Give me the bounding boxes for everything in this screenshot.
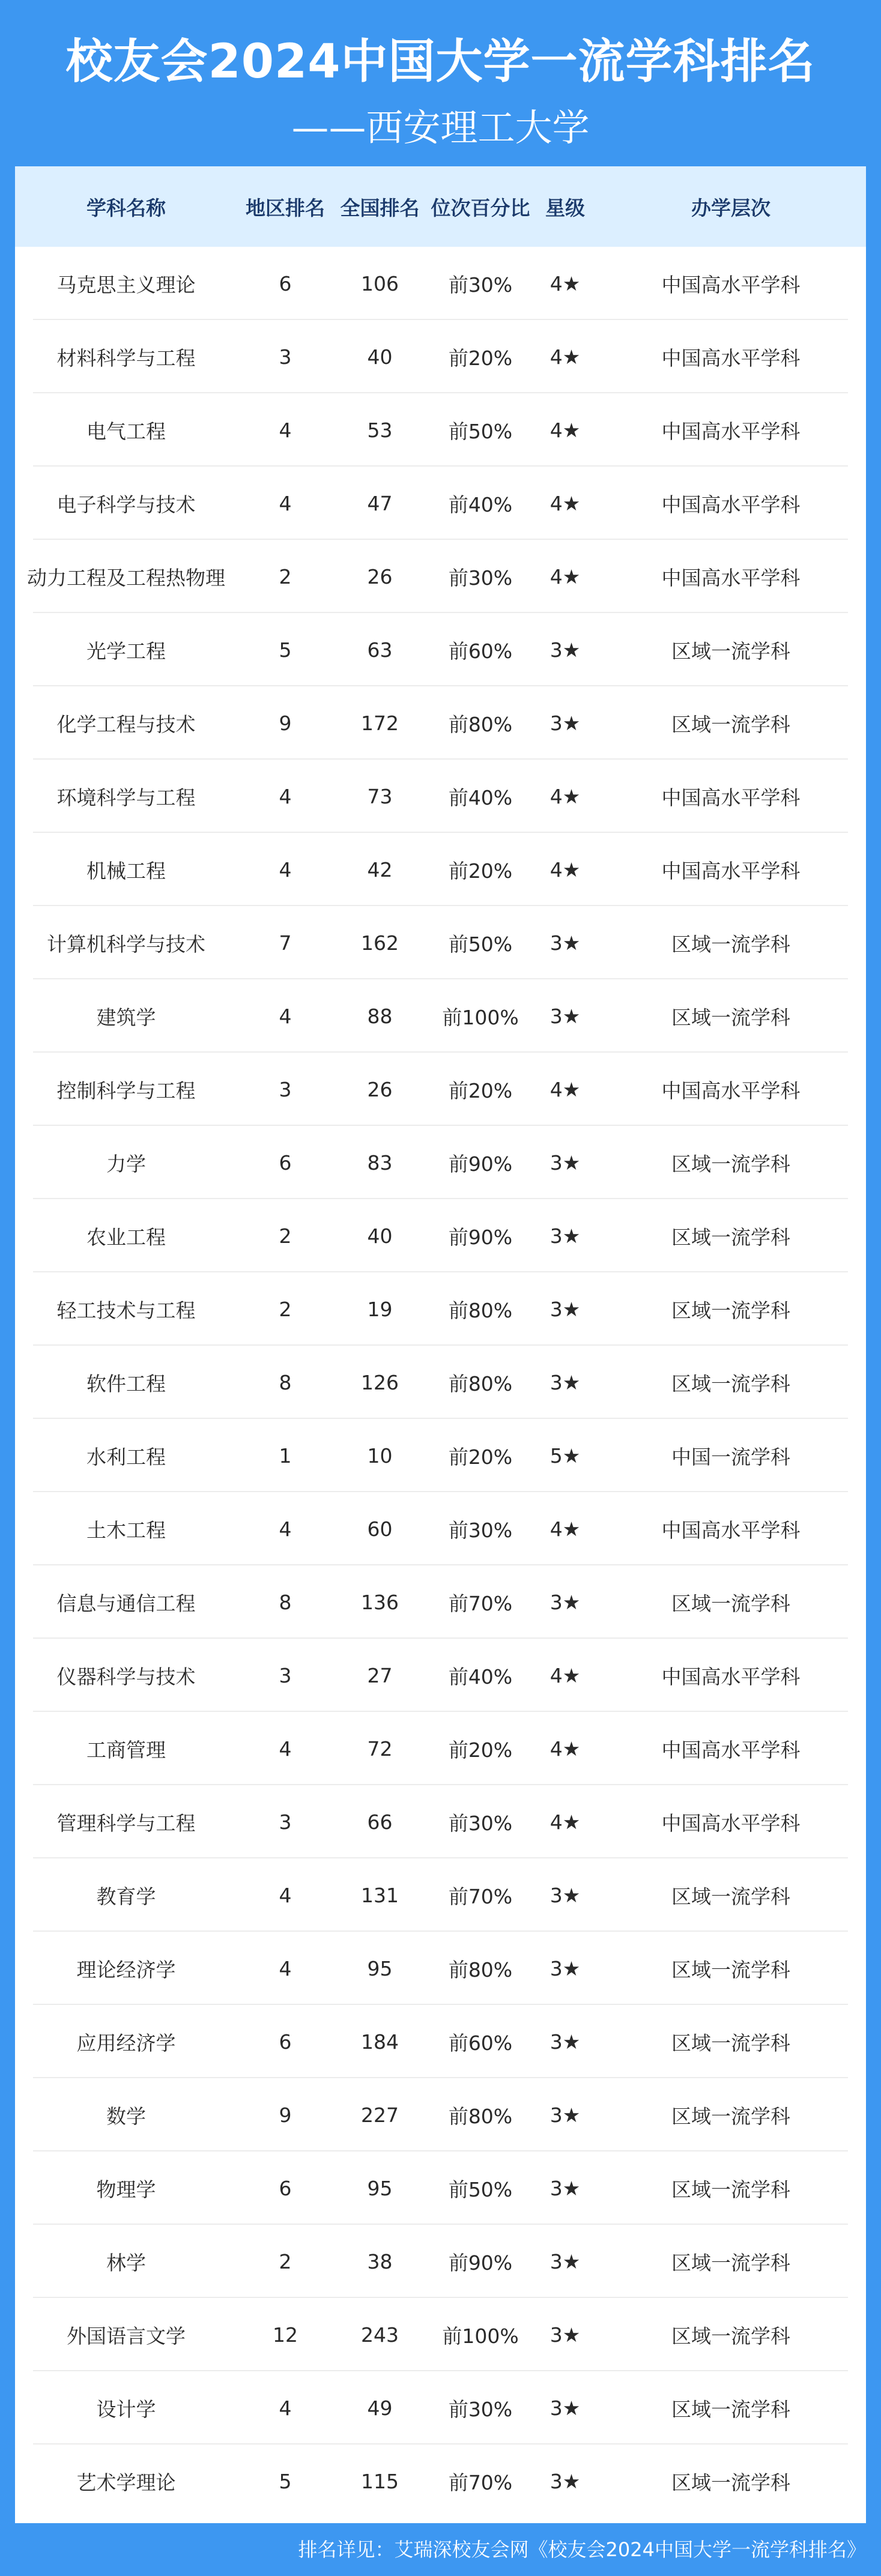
level-cell: 中国高水平学科 bbox=[661, 346, 801, 370]
stars-cell: 5★ bbox=[549, 1444, 581, 1468]
page-subtitle: ——西安理工大学 bbox=[291, 106, 590, 150]
stars-cell: 4★ bbox=[549, 1737, 581, 1761]
subject-cell: 应用经济学 bbox=[76, 2031, 176, 2055]
level-cell: 区域一流学科 bbox=[671, 2251, 790, 2275]
regional-rank-cell: 12 bbox=[273, 2323, 298, 2347]
stars-cell: 3★ bbox=[549, 2249, 581, 2273]
table-row bbox=[15, 1419, 866, 1492]
stars-cell: 4★ bbox=[549, 784, 581, 808]
percentile-cell: 前50% bbox=[448, 2177, 513, 2201]
percentile-cell: 前30% bbox=[448, 1811, 513, 1835]
subject-cell: 动力工程及工程热物理 bbox=[27, 566, 225, 590]
percentile-cell: 前80% bbox=[448, 2104, 513, 2128]
national-rank-cell: 88 bbox=[367, 1004, 393, 1028]
column-header-regional-rank: 地区排名 bbox=[246, 196, 325, 220]
table-row bbox=[15, 1565, 866, 1639]
subject-cell: 电子科学与技术 bbox=[56, 492, 196, 516]
regional-rank-cell: 8 bbox=[279, 1590, 292, 1614]
regional-rank-cell: 3 bbox=[279, 345, 292, 369]
stars-cell: 4★ bbox=[549, 857, 581, 881]
level-cell: 区域一流学科 bbox=[671, 1225, 790, 1249]
subject-cell: 光学工程 bbox=[86, 639, 166, 663]
percentile-cell: 前30% bbox=[448, 1518, 513, 1542]
column-header-percentile: 位次百分比 bbox=[431, 196, 530, 220]
percentile-cell: 前90% bbox=[448, 1152, 513, 1176]
percentile-cell: 前50% bbox=[448, 932, 513, 956]
level-cell: 区域一流学科 bbox=[671, 1371, 790, 1395]
subject-cell: 仪器科学与技术 bbox=[56, 1664, 196, 1689]
regional-rank-cell: 4 bbox=[279, 1737, 292, 1761]
table-row bbox=[15, 2444, 866, 2518]
subject-cell: 农业工程 bbox=[86, 1225, 166, 1249]
stars-cell: 4★ bbox=[549, 564, 581, 588]
percentile-cell: 前80% bbox=[448, 1298, 513, 1322]
stars-cell: 4★ bbox=[549, 418, 581, 442]
percentile-cell: 前80% bbox=[448, 1371, 513, 1395]
national-rank-cell: 106 bbox=[361, 271, 399, 295]
national-rank-cell: 42 bbox=[367, 857, 393, 881]
table-row bbox=[15, 833, 866, 906]
regional-rank-cell: 6 bbox=[279, 1150, 292, 1175]
national-rank-cell: 95 bbox=[367, 2176, 393, 2200]
regional-rank-cell: 3 bbox=[279, 1077, 292, 1101]
subject-cell: 教育学 bbox=[96, 1884, 156, 1908]
level-cell: 区域一流学科 bbox=[671, 712, 790, 736]
percentile-cell: 前70% bbox=[448, 1884, 513, 1908]
national-rank-cell: 47 bbox=[367, 491, 393, 515]
table-row bbox=[15, 1199, 866, 1272]
regional-rank-cell: 3 bbox=[279, 1663, 292, 1687]
table-row bbox=[15, 2005, 866, 2078]
table-row bbox=[15, 1785, 866, 1858]
stars-cell: 4★ bbox=[549, 1810, 581, 1834]
percentile-cell: 前60% bbox=[448, 639, 513, 663]
percentile-cell: 前90% bbox=[448, 1225, 513, 1249]
percentile-cell: 前60% bbox=[448, 2031, 513, 2055]
table-row bbox=[15, 686, 866, 760]
stars-cell: 3★ bbox=[549, 1956, 581, 1980]
level-cell: 中国高水平学科 bbox=[661, 785, 801, 809]
percentile-cell: 前40% bbox=[448, 1664, 513, 1689]
national-rank-cell: 38 bbox=[367, 2249, 393, 2273]
table-row bbox=[15, 467, 866, 540]
table-row bbox=[15, 1272, 866, 1346]
stars-cell: 4★ bbox=[549, 491, 581, 515]
percentile-cell: 前30% bbox=[448, 2397, 513, 2421]
stars-cell: 3★ bbox=[549, 1297, 581, 1321]
percentile-cell: 前20% bbox=[448, 859, 513, 883]
regional-rank-cell: 1 bbox=[279, 1444, 292, 1468]
level-cell: 区域一流学科 bbox=[671, 2397, 790, 2421]
column-header-level: 办学层次 bbox=[691, 196, 770, 220]
national-rank-cell: 136 bbox=[361, 1590, 399, 1614]
subject-cell: 土木工程 bbox=[86, 1518, 166, 1542]
column-header-national-rank: 全国排名 bbox=[340, 196, 420, 220]
regional-rank-cell: 4 bbox=[279, 418, 292, 442]
national-rank-cell: 243 bbox=[361, 2323, 399, 2347]
percentile-cell: 前20% bbox=[448, 346, 513, 370]
percentile-cell: 前80% bbox=[448, 712, 513, 736]
level-cell: 区域一流学科 bbox=[671, 2104, 790, 2128]
national-rank-cell: 19 bbox=[367, 1297, 393, 1321]
percentile-cell: 前40% bbox=[448, 785, 513, 809]
regional-rank-cell: 2 bbox=[279, 1224, 292, 1248]
level-cell: 区域一流学科 bbox=[671, 2031, 790, 2055]
level-cell: 中国高水平学科 bbox=[661, 1078, 801, 1102]
level-cell: 中国高水平学科 bbox=[661, 1811, 801, 1835]
column-header-stars: 星级 bbox=[545, 196, 585, 220]
table-row bbox=[15, 1346, 866, 1419]
stars-cell: 3★ bbox=[549, 1883, 581, 1907]
national-rank-cell: 49 bbox=[367, 2396, 393, 2420]
subject-cell: 林学 bbox=[106, 2251, 146, 2275]
subject-cell: 电气工程 bbox=[86, 419, 166, 443]
subject-cell: 控制科学与工程 bbox=[56, 1078, 196, 1102]
national-rank-cell: 172 bbox=[361, 711, 399, 735]
subject-cell: 环境科学与工程 bbox=[56, 785, 196, 809]
level-cell: 中国高水平学科 bbox=[661, 273, 801, 297]
level-cell: 区域一流学科 bbox=[671, 2177, 790, 2201]
percentile-cell: 前30% bbox=[448, 566, 513, 590]
subject-cell: 艺术学理论 bbox=[76, 2470, 176, 2494]
level-cell: 中国一流学科 bbox=[671, 1445, 790, 1469]
percentile-cell: 前90% bbox=[448, 2251, 513, 2275]
table-row bbox=[15, 1712, 866, 1785]
stars-cell: 3★ bbox=[549, 2030, 581, 2054]
stars-cell: 4★ bbox=[549, 1663, 581, 1687]
stars-cell: 3★ bbox=[549, 2176, 581, 2200]
subject-cell: 数学 bbox=[106, 2104, 146, 2128]
percentile-cell: 前20% bbox=[448, 1445, 513, 1469]
table-row bbox=[15, 1126, 866, 1199]
level-cell: 中国高水平学科 bbox=[661, 1738, 801, 1762]
national-rank-cell: 73 bbox=[367, 784, 393, 808]
subject-cell: 材料科学与工程 bbox=[56, 346, 196, 370]
table-row bbox=[15, 2078, 866, 2151]
regional-rank-cell: 5 bbox=[279, 638, 292, 662]
national-rank-cell: 83 bbox=[367, 1150, 393, 1175]
national-rank-cell: 115 bbox=[361, 2469, 399, 2493]
stars-cell: 4★ bbox=[549, 345, 581, 369]
national-rank-cell: 131 bbox=[361, 1883, 399, 1907]
national-rank-cell: 60 bbox=[367, 1517, 393, 1541]
level-cell: 区域一流学科 bbox=[671, 932, 790, 956]
national-rank-cell: 227 bbox=[361, 2103, 399, 2127]
national-rank-cell: 26 bbox=[367, 1077, 393, 1101]
page-header bbox=[0, 0, 881, 166]
source-note: 排名详见：艾瑞深校友会网《校友会2024中国大学一流学科排名》 bbox=[298, 2538, 866, 2561]
table-row bbox=[15, 1639, 866, 1712]
table-row bbox=[15, 540, 866, 613]
level-cell: 区域一流学科 bbox=[671, 2470, 790, 2494]
subject-cell: 设计学 bbox=[96, 2397, 156, 2421]
national-rank-cell: 40 bbox=[367, 1224, 393, 1248]
regional-rank-cell: 6 bbox=[279, 2030, 292, 2054]
page-title: 校友会2024中国大学一流学科排名 bbox=[65, 35, 816, 89]
table-row bbox=[15, 247, 866, 320]
regional-rank-cell: 7 bbox=[279, 931, 292, 955]
regional-rank-cell: 4 bbox=[279, 2396, 292, 2420]
regional-rank-cell: 8 bbox=[279, 1370, 292, 1394]
national-rank-cell: 40 bbox=[367, 345, 393, 369]
regional-rank-cell: 2 bbox=[279, 2249, 292, 2273]
percentile-cell: 前100% bbox=[442, 2324, 519, 2348]
subject-cell: 马克思主义理论 bbox=[56, 273, 196, 297]
level-cell: 区域一流学科 bbox=[671, 1005, 790, 1029]
subject-cell: 外国语言文学 bbox=[67, 2324, 186, 2348]
regional-rank-cell: 4 bbox=[279, 1004, 292, 1028]
percentile-cell: 前30% bbox=[448, 273, 513, 297]
level-cell: 中国高水平学科 bbox=[661, 566, 801, 590]
subject-cell: 物理学 bbox=[96, 2177, 156, 2201]
percentile-cell: 前50% bbox=[448, 419, 513, 443]
table-row bbox=[15, 760, 866, 833]
table-row bbox=[15, 613, 866, 686]
subject-cell: 理论经济学 bbox=[76, 1958, 176, 1982]
regional-rank-cell: 4 bbox=[279, 1956, 292, 1980]
regional-rank-cell: 4 bbox=[279, 857, 292, 881]
table-row bbox=[15, 393, 866, 467]
regional-rank-cell: 4 bbox=[279, 1517, 292, 1541]
column-header-subject: 学科名称 bbox=[86, 196, 166, 220]
national-rank-cell: 27 bbox=[367, 1663, 393, 1687]
national-rank-cell: 72 bbox=[367, 1737, 393, 1761]
stars-cell: 3★ bbox=[549, 1150, 581, 1175]
table-row bbox=[15, 2151, 866, 2225]
table-row bbox=[15, 906, 866, 979]
regional-rank-cell: 9 bbox=[279, 2103, 292, 2127]
table-row bbox=[15, 2225, 866, 2298]
national-rank-cell: 184 bbox=[361, 2030, 399, 2054]
subject-cell: 计算机科学与技术 bbox=[47, 932, 205, 956]
level-cell: 区域一流学科 bbox=[671, 1591, 790, 1615]
stars-cell: 3★ bbox=[549, 1590, 581, 1614]
subject-cell: 软件工程 bbox=[86, 1371, 166, 1395]
percentile-cell: 前20% bbox=[448, 1078, 513, 1102]
percentile-cell: 前70% bbox=[448, 2470, 513, 2494]
table-row bbox=[15, 1858, 866, 1932]
level-cell: 区域一流学科 bbox=[671, 1298, 790, 1322]
stars-cell: 3★ bbox=[549, 638, 581, 662]
subject-cell: 工商管理 bbox=[86, 1738, 166, 1762]
stars-cell: 4★ bbox=[549, 271, 581, 295]
percentile-cell: 前70% bbox=[448, 1591, 513, 1615]
national-rank-cell: 10 bbox=[367, 1444, 393, 1468]
ranking-table bbox=[15, 166, 866, 2523]
national-rank-cell: 66 bbox=[367, 1810, 393, 1834]
table-row bbox=[15, 2298, 866, 2371]
stars-cell: 3★ bbox=[549, 1004, 581, 1028]
level-cell: 区域一流学科 bbox=[671, 2324, 790, 2348]
subject-cell: 力学 bbox=[106, 1152, 146, 1176]
percentile-cell: 前20% bbox=[448, 1738, 513, 1762]
national-rank-cell: 26 bbox=[367, 564, 393, 588]
subject-cell: 水利工程 bbox=[86, 1445, 166, 1469]
table-row bbox=[15, 1053, 866, 1126]
stars-cell: 4★ bbox=[549, 1517, 581, 1541]
regional-rank-cell: 9 bbox=[279, 711, 292, 735]
stars-cell: 3★ bbox=[549, 1224, 581, 1248]
regional-rank-cell: 2 bbox=[279, 564, 292, 588]
level-cell: 区域一流学科 bbox=[671, 639, 790, 663]
regional-rank-cell: 6 bbox=[279, 271, 292, 295]
level-cell: 区域一流学科 bbox=[671, 1152, 790, 1176]
stars-cell: 3★ bbox=[549, 2469, 581, 2493]
subject-cell: 轻工技术与工程 bbox=[56, 1298, 196, 1322]
percentile-cell: 前40% bbox=[448, 492, 513, 516]
stars-cell: 3★ bbox=[549, 2323, 581, 2347]
level-cell: 区域一流学科 bbox=[671, 1958, 790, 1982]
percentile-cell: 前100% bbox=[442, 1005, 519, 1029]
table-header-row bbox=[15, 166, 866, 247]
stars-cell: 3★ bbox=[549, 711, 581, 735]
percentile-cell: 前80% bbox=[448, 1958, 513, 1982]
level-cell: 中国高水平学科 bbox=[661, 859, 801, 883]
regional-rank-cell: 4 bbox=[279, 1883, 292, 1907]
national-rank-cell: 53 bbox=[367, 418, 393, 442]
regional-rank-cell: 3 bbox=[279, 1810, 292, 1834]
national-rank-cell: 162 bbox=[361, 931, 399, 955]
stars-cell: 3★ bbox=[549, 2103, 581, 2127]
stars-cell: 3★ bbox=[549, 931, 581, 955]
national-rank-cell: 95 bbox=[367, 1956, 393, 1980]
table-row bbox=[15, 1492, 866, 1565]
regional-rank-cell: 5 bbox=[279, 2469, 292, 2493]
national-rank-cell: 63 bbox=[367, 638, 393, 662]
table-row bbox=[15, 320, 866, 393]
subject-cell: 化学工程与技术 bbox=[56, 712, 196, 736]
stars-cell: 3★ bbox=[549, 2396, 581, 2420]
level-cell: 中国高水平学科 bbox=[661, 492, 801, 516]
subject-cell: 建筑学 bbox=[96, 1005, 156, 1029]
level-cell: 中国高水平学科 bbox=[661, 1664, 801, 1689]
subject-cell: 管理科学与工程 bbox=[56, 1811, 196, 1835]
regional-rank-cell: 4 bbox=[279, 491, 292, 515]
regional-rank-cell: 4 bbox=[279, 784, 292, 808]
level-cell: 中国高水平学科 bbox=[661, 1518, 801, 1542]
stars-cell: 4★ bbox=[549, 1077, 581, 1101]
level-cell: 区域一流学科 bbox=[671, 1884, 790, 1908]
level-cell: 中国高水平学科 bbox=[661, 419, 801, 443]
table-row bbox=[15, 979, 866, 1053]
table-row bbox=[15, 1932, 866, 2005]
stars-cell: 3★ bbox=[549, 1370, 581, 1394]
subject-cell: 信息与通信工程 bbox=[56, 1591, 196, 1615]
regional-rank-cell: 2 bbox=[279, 1297, 292, 1321]
regional-rank-cell: 6 bbox=[279, 2176, 292, 2200]
table-row bbox=[15, 2371, 866, 2444]
subject-cell: 机械工程 bbox=[86, 859, 166, 883]
national-rank-cell: 126 bbox=[361, 1370, 399, 1394]
